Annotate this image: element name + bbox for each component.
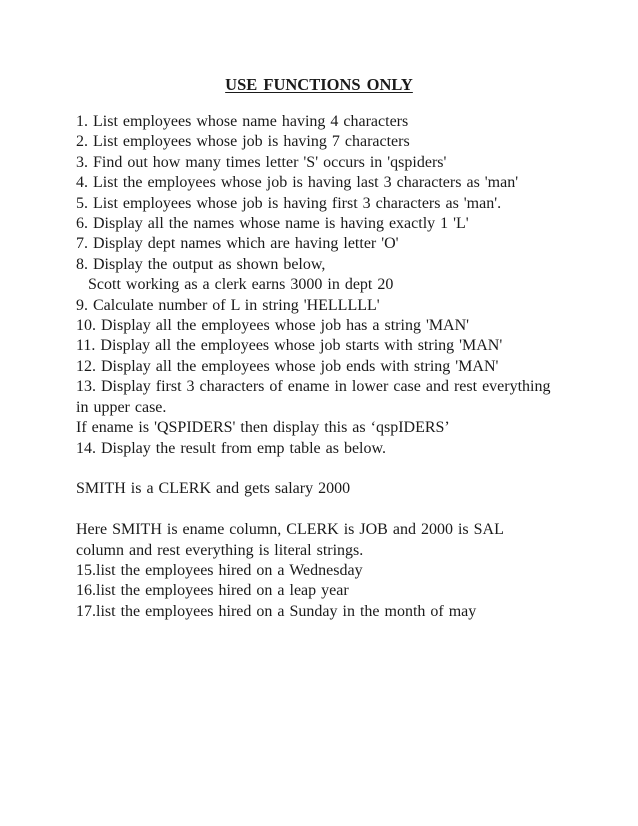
document-title: USE FUNCTIONS ONLY	[225, 75, 413, 94]
question-8: 8. Display the output as shown below,	[76, 255, 326, 273]
question-14-explanation-continued: column and rest everything is literal strings.	[76, 541, 364, 559]
question-4: 4. List the employees whose job is having last 3 characters as 'man'	[76, 174, 519, 192]
question-14-example: SMITH is a CLERK and gets salary 2000	[76, 480, 351, 498]
spacer	[76, 459, 596, 479]
question-11: 11. Display all the employees whose job starts with string 'MAN'	[76, 337, 503, 355]
question-7: 7. Display dept names which are having letter 'O'	[76, 235, 399, 253]
question-13-continued: in upper case.	[76, 398, 167, 416]
question-16: 16.list the employees hired on a leap year	[76, 582, 349, 600]
question-17: 17.list the employees hired on a Sunday in the month of may	[76, 602, 477, 620]
question-2: 2. List employees whose job is having 7 characters	[76, 133, 410, 151]
question-15: 15.list the employees hired on a Wednesday	[76, 561, 363, 579]
question-12: 12. Display all the employees whose job ends with string 'MAN'	[76, 357, 499, 375]
question-14: 14. Display the result from emp table as below.	[76, 439, 386, 457]
question-10: 10. Display all the employees whose job has a string 'MAN'	[76, 317, 470, 335]
question-14-explanation: Here SMITH is ename column, CLERK is JOB and 2000 is SAL	[76, 521, 504, 539]
question-list	[76, 112, 596, 622]
spacer	[76, 500, 596, 520]
question-8-example: Scott working as a clerk earns 3000 in dept 20	[88, 276, 394, 294]
question-1: 1. List employees whose name having 4 characters	[76, 113, 409, 130]
question-6: 6. Display all the names whose name is having exactly 1 'L'	[76, 215, 469, 233]
question-13-example: If ename is 'QSPIDERS' then display this as ‘qspIDERS’	[76, 419, 450, 437]
question-13: 13. Display first 3 characters of ename in lower case and rest everything	[76, 378, 551, 396]
question-5: 5. List employees whose job is having first 3 characters as 'man'.	[76, 194, 502, 212]
question-3: 3. Find out how many times letter 'S' occurs in 'qspiders'	[76, 153, 447, 171]
question-9: 9. Calculate number of L in string 'HELLLLL'	[76, 296, 380, 314]
